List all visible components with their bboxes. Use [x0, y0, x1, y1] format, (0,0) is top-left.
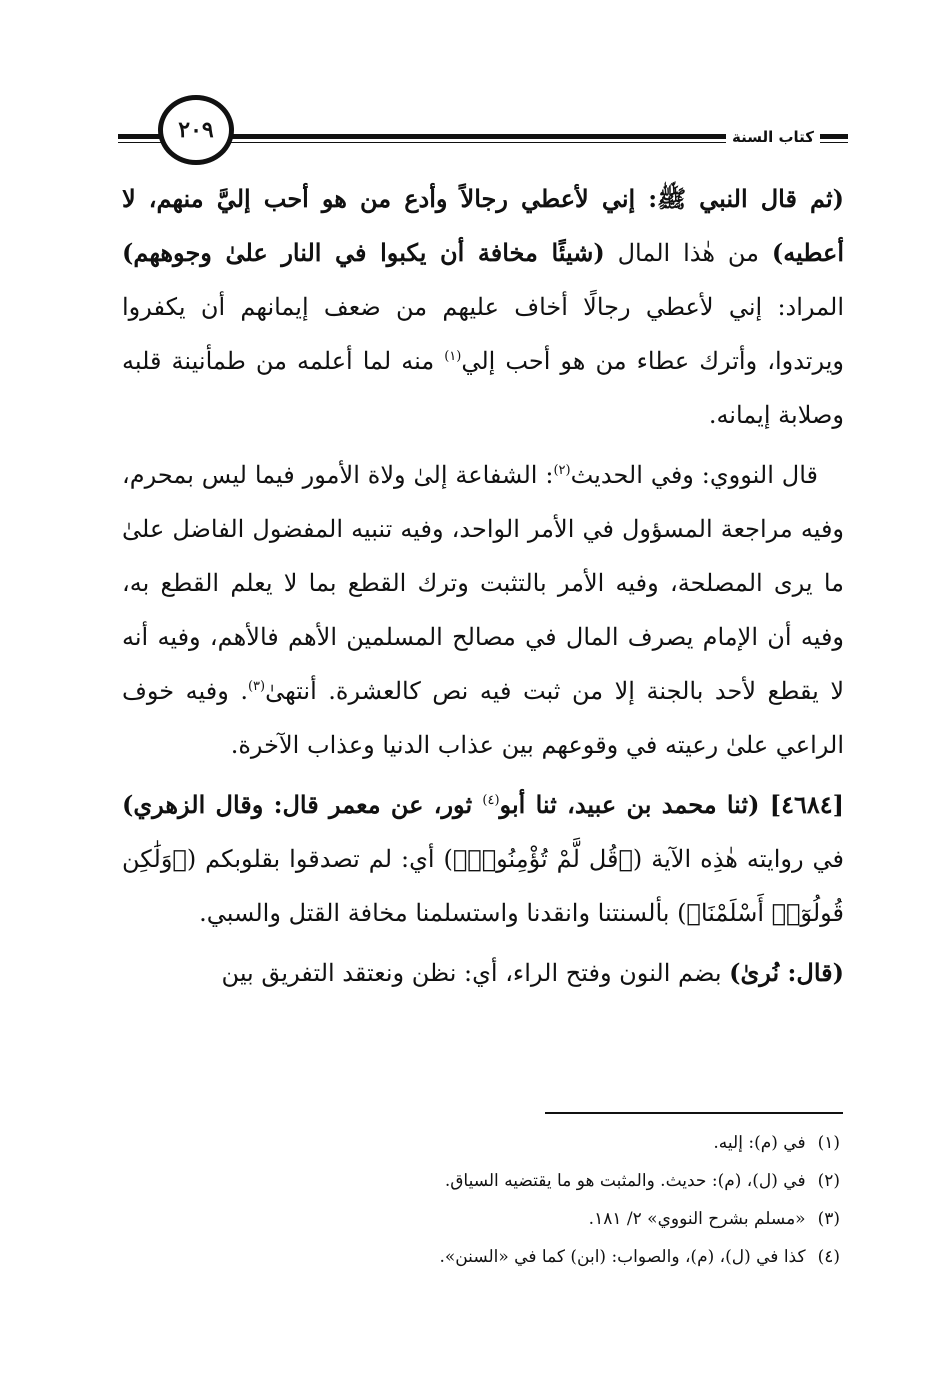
paragraph-text: . وفيه خوف الراعي علىٰ رعيته في وقوعهم بين عذاب الدنيا وعذاب الآخرة.: [122, 677, 844, 759]
paragraph-text: من هٰذا المال: [604, 239, 772, 267]
paragraph-text: في روايته هٰذِه الآية (﴿قُل لَّمْ تُؤْمِنُوا۟﴾) أي: لم تصدقوا بقلوبكم (﴿وَلَٰكِن قُولُوٓا۟ أَسْلَمْنَا﴾) بألسنتنا وانقدنا واستسلمنا مخافة القتل والسبي.: [122, 845, 844, 927]
footnote-marker[interactable]: (٤): [482, 793, 500, 808]
main-text: [122, 172, 844, 1000]
footnote-4: [200, 1238, 840, 1276]
footnote-number: (٢): [817, 1171, 840, 1191]
footnote-number: (٤): [817, 1247, 840, 1267]
hadith-quote: (ثم قال النبي ﷺ: إني لأعطي رجالاً وأدع من هو أحب إليَّ منهم، لا أعطيه): [122, 184, 844, 267]
paragraph-text: المراد: إني لأعطي رجالًا أخاف عليهم من ضعف إيمانهم أن يكفروا ويرتدوا، وأترك عطاء من هو أحب إلي: [122, 293, 844, 375]
header-end-rule: [826, 134, 848, 139]
footnotes: [200, 1124, 840, 1276]
footnote-2: [200, 1162, 840, 1200]
footnote-text: «مسلم بشرح النووي» ٢/ ١٨١.: [588, 1209, 806, 1229]
footnote-marker[interactable]: (٣): [247, 679, 266, 694]
footnote-marker[interactable]: (١): [444, 349, 462, 364]
footnote-marker[interactable]: (٢): [553, 463, 571, 478]
paragraph-1: [122, 172, 844, 442]
paragraph-text: منه لما أعلمه من طمأنينة قلبه وصلابة إيمانه.: [122, 347, 844, 429]
footnote-1: [200, 1124, 840, 1162]
footnote-number: (٣): [817, 1209, 840, 1229]
footnote-3: [200, 1200, 840, 1238]
page-header: [118, 92, 848, 182]
footnote-text: في (م): إليه.: [713, 1133, 806, 1153]
paragraph-3: [122, 778, 844, 940]
running-title: كتاب السنة: [731, 128, 814, 146]
page-number-badge: [158, 95, 234, 165]
paragraph-4: [122, 946, 844, 1000]
hadith-quote: (قال: نُرىٰ): [729, 958, 844, 987]
footnote-text: في (ل)، (م): حديث. والمثبت هو ما يقتضيه السياق.: [444, 1171, 806, 1191]
footnote-number: (١): [817, 1133, 840, 1153]
footnote-text: كذا في (ل)، (م)، والصواب: (ابن) كما في «السنن».: [439, 1247, 806, 1267]
paragraph-2: [122, 448, 844, 772]
hadith-quote: (شيئًا مخافة أن يكبوا في النار علىٰ وجوههم): [122, 238, 605, 267]
footnote-separator: [545, 1112, 843, 1114]
paragraph-text: بضم النون وفتح الراء، أي: نظن ونعتقد التفريق بين: [221, 959, 730, 987]
isnad-chain: [٤٦٨٤] (ثنا محمد بن عبيد، ثنا أبو: [499, 790, 844, 819]
page-number: ٢٠٩: [178, 117, 214, 143]
running-title-box: [726, 124, 820, 150]
isnad-chain: ثور، عن معمر قال: وقال الزهري): [122, 790, 483, 819]
paragraph-text: قال النووي: وفي الحديث: [570, 461, 818, 489]
paragraph-text: : الشفاعة إلىٰ ولاة الأمور فيما ليس بمحرم، وفيه مراجعة المسؤول في الأمر الواحد، وفيه تنبيه المفضول الفاضل علىٰ ما يرى المصلحة، وفيه الأمر بالتثبت وترك القطع بما لا يعلم القطع به، وفيه أن الإمام يصرف المال في مصالح المسلمين الأهم فالأهم، وفيه أنه لا يقطع لأحد بالجنة إلا من ثبت فيه نص كالعشرة. أنتهىٰ: [122, 461, 845, 705]
